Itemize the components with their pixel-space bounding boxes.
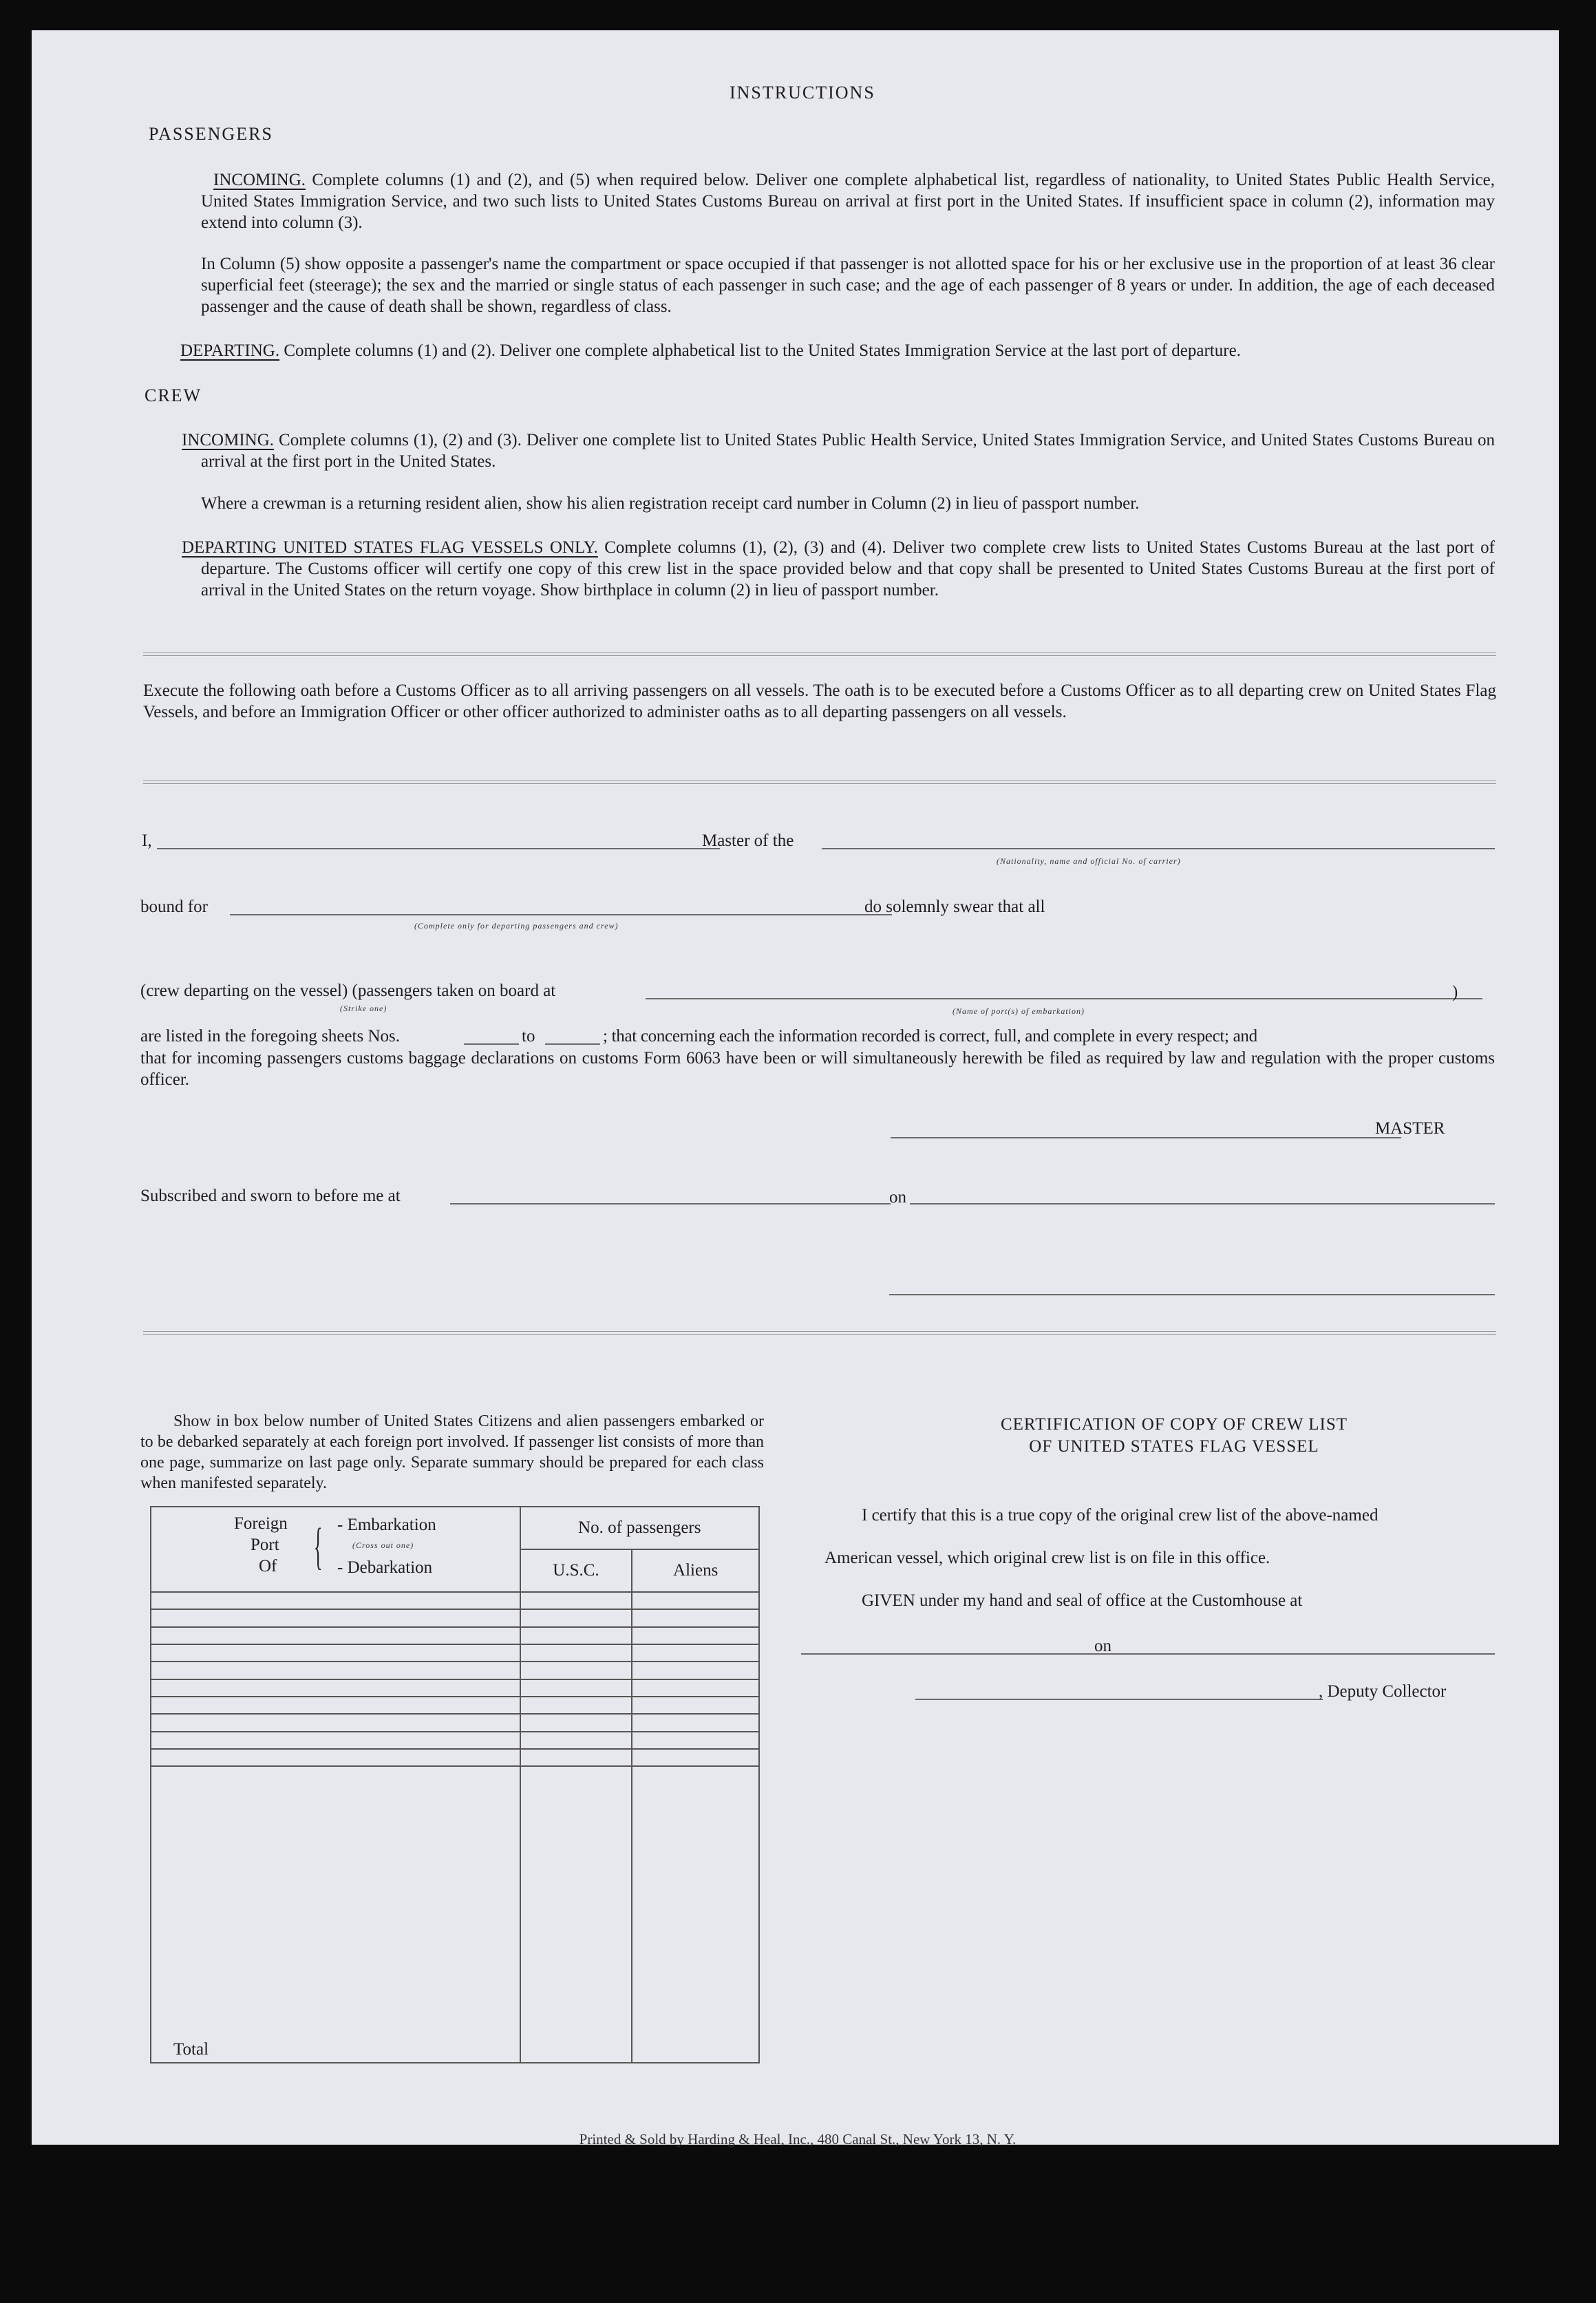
usc-cell[interactable]: [520, 1609, 632, 1626]
port-cell[interactable]: [151, 1697, 520, 1714]
master-of-the-label: Master of the: [702, 831, 794, 850]
sheet-to-line[interactable]: [545, 1043, 600, 1045]
deputy-signature-line[interactable]: [915, 1699, 1323, 1700]
certify-line-a: I certify that this is a true copy of the original crew list of the above-named: [862, 1506, 1379, 1525]
debarkation-label: - Debarkation: [337, 1558, 433, 1577]
no-of-passengers-header: No. of passengers: [520, 1507, 759, 1549]
aliens-cell[interactable]: [632, 1714, 759, 1731]
usc-header: U.S.C.: [520, 1549, 632, 1592]
summary-instructions: Show in box below number of United States Citizens and alien passengers embarked or to be debarked separately at each foreign port involved. If passenger list consists of more than one page, summarize on last page only. Separate summary should be prepared for each class when manifested separately.: [140, 1412, 764, 1492]
brace-icon: {: [314, 1518, 323, 1575]
complete-only-caption: (Complete only for departing passengers and crew): [414, 921, 619, 931]
port-cell[interactable]: [151, 1714, 520, 1731]
master-label: MASTER: [1375, 1119, 1445, 1138]
table-row: [151, 1732, 759, 1749]
sworn-date-line[interactable]: [910, 1203, 1495, 1204]
table-row: [151, 1627, 759, 1644]
oath-intro: Execute the following oath before a Customs Officer as to all arriving passengers on all vessels. The oath is to be executed before a Customs Officer as to all departing crew on United States Flag Vessels, and before an Immigration Officer or other officer authorized to administer oaths as to all departing passengers on all vessels.: [143, 681, 1496, 721]
departing-text: Complete columns (1) and (2). Deliver one complete alphabetical list to the United States Immigration Service at the last port of departure.: [284, 341, 1241, 360]
section-divider: [143, 1331, 1496, 1335]
master-signature-line[interactable]: [891, 1137, 1401, 1138]
crew-departing-label: (crew departing on the vessel) (passengers taken on board at: [140, 981, 556, 1000]
passengers-departing-paragraph: [180, 340, 1495, 361]
port-cell[interactable]: [151, 1749, 520, 1766]
usc-cell[interactable]: [520, 1644, 632, 1662]
aliens-cell[interactable]: [632, 1732, 759, 1749]
table-row: [151, 1749, 759, 1766]
foreign-port-header: [151, 1507, 520, 1592]
section-divider: [143, 781, 1496, 784]
table-row: [151, 1679, 759, 1697]
certification-date-line[interactable]: [1114, 1653, 1495, 1655]
listed-label-a: are listed in the foregoing sheets Nos.: [140, 1027, 400, 1046]
listed-to-label: to: [522, 1027, 535, 1046]
aliens-total-cell[interactable]: [632, 1766, 759, 2063]
strike-one-caption: (Strike one): [340, 1004, 387, 1013]
column5-paragraph: In Column (5) show opposite a passenger's name the compartment or space occupied if that passenger is not allotted space for his or her exclusive use in the proportion of at least 36 clear superficial feet (steerage); the sex and the married or single status of each passenger in such case; and the age of each passenger of 8 years or under. In addition, the age of each deceased passenger and the cause of death shall be shown, regardless of class.: [201, 255, 1495, 316]
aliens-cell[interactable]: [632, 1627, 759, 1644]
bound-for-label: bound for: [140, 898, 208, 916]
incoming-text: Complete columns (1) and (2), and (5) when required below. Deliver one complete alphabetical list, regardless of nationality, to United States Public Health Service, United States Immigration Service, and two such lists to United States Customs Bureau on arrival at first port in the United States. If insufficient space in column (2), information may extend into column (3).: [201, 171, 1496, 232]
sheet-from-line[interactable]: [464, 1043, 519, 1045]
usc-cell[interactable]: [520, 1679, 632, 1697]
oath-i-label: I,: [142, 831, 152, 850]
aliens-cell[interactable]: [632, 1662, 759, 1679]
port-cell[interactable]: [151, 1627, 520, 1644]
listed-continuation: that for incoming passengers customs baggage declarations on customs Form 6063 have been or will simultaneously herewith be filed as required by law and regulation with the proper customs officer.: [140, 1049, 1495, 1089]
aliens-header: Aliens: [632, 1549, 759, 1592]
of-label: Of: [259, 1557, 277, 1575]
table-row: [151, 1592, 759, 1609]
departing-label: DEPARTING.: [180, 341, 280, 360]
table-row: [151, 1662, 759, 1679]
crew-incoming-label: INCOMING.: [182, 431, 275, 449]
port-cell[interactable]: [151, 1609, 520, 1626]
usc-cell[interactable]: [520, 1592, 632, 1609]
subscribed-label: Subscribed and sworn to before me at: [140, 1187, 401, 1205]
certification-on-label: on: [1094, 1637, 1111, 1655]
crew-incoming-text: Complete columns (1), (2) and (3). Deliver one complete list to United States Public Health Service, United States Immigration Service, and United States Customs Bureau on arrival at the first port in the United States.: [201, 431, 1495, 471]
given-line: GIVEN under my hand and seal of office at the Customhouse at: [862, 1591, 1303, 1610]
printer-credit: Printed & Sold by Harding & Heal, Inc., 480 Canal St., New York 13, N. Y.: [579, 2131, 1017, 2147]
instructions-title: INSTRUCTIONS: [730, 83, 875, 103]
certification-title-1: CERTIFICATION OF COPY OF CREW LIST: [1000, 1415, 1348, 1434]
deputy-collector-label: , Deputy Collector: [1319, 1682, 1447, 1701]
usc-cell[interactable]: [520, 1662, 632, 1679]
usc-cell[interactable]: [520, 1697, 632, 1714]
usc-total-cell[interactable]: [520, 1766, 632, 2063]
departing-us-text: Complete columns (1), (2), (3) and (4). Deliver two complete crew lists to United States Customs Bureau at the last port of departure. The Customs officer will certify one copy of this crew list in the space provided below and that copy shall be presented to United States Customs Bureau at the first port of arrival in the United States on the return voyage. Show birthplace in column (2) in lieu of passport number.: [201, 538, 1495, 599]
table-row: [151, 1609, 759, 1626]
usc-cell[interactable]: [520, 1714, 632, 1731]
crew-incoming-paragraph: [182, 429, 1495, 472]
close-paren: ): [1452, 983, 1458, 1001]
vessel-line[interactable]: [822, 848, 1495, 849]
officer-signature-line[interactable]: [889, 1294, 1495, 1295]
port-cell[interactable]: [151, 1679, 520, 1697]
sworn-place-line[interactable]: [450, 1203, 891, 1204]
table-header-row: [151, 1507, 759, 1549]
table-row: [151, 1644, 759, 1662]
customhouse-line[interactable]: [801, 1653, 1115, 1655]
incoming-label: INCOMING.: [213, 171, 306, 189]
passengers-heading: PASSENGERS: [149, 124, 273, 144]
certification-title-2: OF UNITED STATES FLAG VESSEL: [1029, 1437, 1319, 1456]
port-cell[interactable]: [151, 1732, 520, 1749]
total-label: Total: [151, 1766, 520, 2063]
port-cell[interactable]: [151, 1662, 520, 1679]
passenger-summary-table: [150, 1506, 760, 2063]
embarkation-label: - Embarkation: [337, 1516, 436, 1534]
usc-cell[interactable]: [520, 1749, 632, 1766]
listed-label-b: ; that concerning each the information recorded is correct, full, and complete in every respect; and: [603, 1027, 1257, 1046]
master-name-line[interactable]: [157, 848, 720, 849]
aliens-cell[interactable]: [632, 1749, 759, 1766]
departing-us-paragraph: [182, 537, 1495, 601]
total-row: [151, 1766, 759, 2063]
port-cell[interactable]: [151, 1644, 520, 1662]
aliens-cell[interactable]: [632, 1697, 759, 1714]
nationality-caption: (Nationality, name and official No. of carrier): [997, 856, 1181, 866]
crewman-paragraph: Where a crewman is a returning resident alien, show his alien registration receipt card number in Column (2) in lieu of passport number.: [201, 494, 1140, 513]
passengers-incoming-paragraph: [201, 169, 1495, 233]
form-page: [32, 30, 1559, 2145]
do-solemnly-label: do solemnly swear that all: [864, 898, 1045, 916]
cross-out-caption: (Cross out one): [352, 1540, 414, 1550]
port-cell[interactable]: [151, 1592, 520, 1609]
crew-heading: CREW: [145, 385, 202, 405]
table-row: [151, 1714, 759, 1731]
usc-cell[interactable]: [520, 1627, 632, 1644]
aliens-cell[interactable]: [632, 1679, 759, 1697]
aliens-cell[interactable]: [632, 1644, 759, 1662]
sworn-on-label: on: [889, 1188, 906, 1207]
usc-cell[interactable]: [520, 1732, 632, 1749]
table-row: [151, 1697, 759, 1714]
aliens-cell[interactable]: [632, 1609, 759, 1626]
port-label: Port: [251, 1536, 279, 1554]
certify-line-b: American vessel, which original crew list is on file in this office.: [824, 1549, 1270, 1567]
aliens-cell[interactable]: [632, 1592, 759, 1609]
name-of-ports-caption: (Name of port(s) of embarkation): [953, 1006, 1085, 1016]
embarkation-ports-line[interactable]: [646, 998, 1482, 999]
foreign-label: Foreign: [234, 1514, 288, 1533]
section-divider: [143, 652, 1496, 656]
departing-us-label: DEPARTING UNITED STATES FLAG VESSELS ONLY.: [182, 538, 598, 557]
bound-for-line[interactable]: [230, 914, 892, 915]
